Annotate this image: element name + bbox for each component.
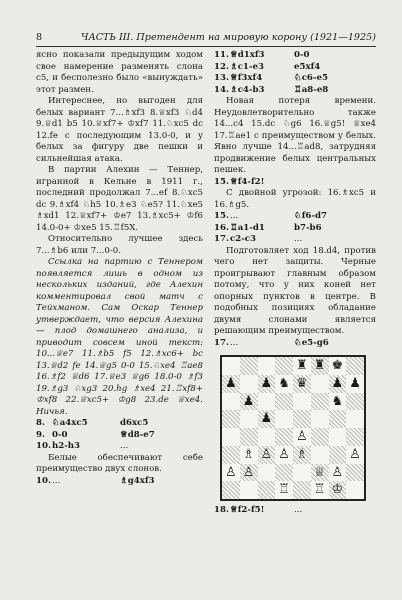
chess-piece: ♗ [296, 446, 308, 462]
board-square [311, 410, 329, 428]
board-square [329, 464, 347, 482]
board-square [258, 481, 276, 499]
move-line [36, 430, 203, 442]
board-square [240, 375, 258, 393]
board-square [329, 357, 347, 375]
chess-piece: ♟ [331, 375, 344, 391]
move-number: 16. [214, 222, 229, 233]
board-square [293, 481, 311, 499]
black-move: ♘f6-d7 [294, 211, 327, 221]
board-square [311, 375, 329, 393]
board-square [258, 428, 276, 446]
move-number: 17. [214, 234, 229, 244]
chess-diagram [220, 355, 366, 501]
move-number: 15. [214, 211, 229, 221]
move-line [36, 476, 203, 488]
move-line [214, 177, 376, 189]
right-column [214, 50, 376, 517]
chess-piece: ♟ [225, 375, 237, 391]
board-square [293, 410, 311, 428]
board-square [240, 428, 258, 446]
move-number: 9. [36, 429, 45, 440]
board-square [346, 375, 364, 393]
chess-piece: ♞ [331, 393, 344, 409]
white-move: ♕f4-f2! [230, 176, 265, 187]
move-number: 15. [214, 176, 229, 187]
board-square [240, 410, 258, 428]
board-square [258, 375, 276, 393]
board-square [311, 446, 329, 464]
move-number: 8. [36, 418, 45, 428]
black-move: e5xf4 [294, 61, 321, 72]
white-move: h2-h3 [52, 441, 81, 451]
board-square [346, 481, 364, 499]
board-square [329, 446, 347, 464]
board-square [240, 357, 258, 375]
board-square [346, 393, 364, 411]
board-square [240, 481, 258, 499]
chess-piece: ♙ [331, 464, 344, 480]
board-square [293, 446, 311, 464]
left-column [36, 50, 203, 487]
chess-piece: ♙ [349, 446, 361, 462]
move-line [214, 62, 376, 74]
chess-piece: ♟ [349, 375, 361, 391]
move-line [214, 505, 376, 517]
move-number: 12. [214, 61, 229, 72]
board-square [311, 464, 329, 482]
paragraph: Интереснее, но выгоден для белых вариант 7...♗xf3 8.♕xf3 ♘d4 9.♕d1 b5 10.♕xf7+ ♔xf7 11.♘xc5 dc 12.fe с последующим 13.0-0, и у белых за фигуру две пешки и сильнейшая атака. [36, 96, 203, 164]
chess-piece: ♙ [242, 464, 255, 480]
board-square [293, 393, 311, 411]
board-square [222, 428, 240, 446]
board-square [258, 357, 276, 375]
move-line [214, 338, 376, 350]
board-square [346, 410, 364, 428]
board-square [222, 410, 240, 428]
chess-piece: ♕ [313, 464, 326, 480]
white-move: ... [230, 211, 239, 221]
board-square [275, 375, 293, 393]
chess-piece: ♖ [313, 482, 326, 498]
board-square [329, 428, 347, 446]
board-square [222, 375, 240, 393]
board-square [311, 357, 329, 375]
paragraph: Относительно лучшее здесь 7...♗b6 или 7...0-0. [36, 234, 203, 256]
chess-piece: ♟ [242, 393, 255, 409]
black-move: ♗g4xf3 [120, 475, 155, 486]
move-number: 18. [214, 505, 229, 515]
board-square [222, 357, 240, 375]
board-square [311, 428, 329, 446]
black-move: ♘e5-g6 [294, 337, 329, 348]
black-move: b7-b6 [294, 222, 322, 233]
black-move: ... [120, 441, 129, 451]
header-rule [36, 46, 376, 47]
board-square [311, 393, 329, 411]
move-number: 17. [214, 337, 229, 348]
board-square [329, 410, 347, 428]
move-number: 13. [214, 73, 229, 83]
board-square [275, 357, 293, 375]
move-line [214, 85, 376, 97]
board-square [275, 446, 293, 464]
white-move: ♕f3xf4 [230, 73, 263, 83]
board-square [258, 446, 276, 464]
page-number: 8 [36, 32, 43, 43]
black-move: ♘c6-e5 [294, 73, 328, 83]
black-move: ♕d8-e7 [120, 429, 155, 440]
black-move: d6xc5 [120, 418, 149, 428]
black-move: ♖a8-e8 [294, 84, 329, 95]
board-square [293, 357, 311, 375]
board-square [240, 393, 258, 411]
move-line [36, 418, 203, 430]
chess-piece: ♚ [331, 358, 344, 373]
white-move: ♗c1-e3 [230, 61, 264, 72]
board-square [275, 393, 293, 411]
board-square [329, 393, 347, 411]
paragraph: Подготовляет ход 18.d4, против чего нет защиты. Черные проигрывают главным образом потому, что у них коней нет опорных пунктов в центре. В подобных позициях обладание двумя слонами является решающим преимуществом. [214, 245, 376, 336]
chess-piece: ♛ [296, 375, 308, 391]
board-square [346, 428, 364, 446]
board-square [346, 464, 364, 482]
move-line [214, 223, 376, 235]
chess-piece: ♜ [296, 358, 308, 373]
board-square [275, 410, 293, 428]
black-move: ... [294, 234, 303, 244]
paragraph: С двойной угрозой: 16.♗xc5 и 16.♗g5. [214, 188, 376, 210]
board-square [258, 410, 276, 428]
move-line [214, 211, 376, 223]
board-square [293, 464, 311, 482]
board-square [222, 481, 240, 499]
move-line [214, 50, 376, 62]
board-square [258, 464, 276, 482]
chess-piece: ♖ [278, 482, 290, 498]
chess-piece: ♞ [278, 375, 290, 391]
board-square [275, 428, 293, 446]
board-square [346, 446, 364, 464]
chess-piece: ♗ [242, 446, 255, 462]
chess-piece: ♙ [278, 446, 290, 462]
chess-piece: ♙ [225, 464, 237, 480]
white-move: ... [52, 475, 61, 486]
move-number: 10. [36, 441, 51, 451]
white-move: ... [230, 337, 239, 348]
board-square [329, 481, 347, 499]
board-square [222, 393, 240, 411]
board-square [275, 464, 293, 482]
white-move: ♖a1-d1 [230, 222, 265, 233]
chess-piece: ♔ [331, 482, 344, 498]
white-move: ♕d1xf3 [230, 50, 265, 60]
board-square [222, 464, 240, 482]
chess-piece: ♟ [260, 375, 273, 391]
move-number: 10. [36, 475, 51, 486]
paragraph: В партии Алехин — Теннер, игранной в Кельне в 1911 г., последний продолжал 7...ef 8.♘xc5 dc 9.♗xf4 ♘h5 10.♗e3 ♘e5? 11.♘xe5 ♗xd1 12.♕xf7+ ♔e7 13.♗xc5+ ♔f6 14.0-0+ ♔xe5 15.♖f5X. [36, 165, 203, 233]
white-move: 0-0 [52, 429, 68, 440]
white-move: c2-c3 [230, 234, 256, 244]
paragraph: ясно показали предыдущим ходом свое намерение разменять слона c5, и бесполезно было «вынуждать» этот размен. [36, 50, 203, 95]
move-line [214, 234, 376, 246]
board-square [293, 428, 311, 446]
board-square [222, 446, 240, 464]
black-move: 0-0 [294, 50, 310, 60]
commentary-paragraph: Ссылка на партию с Теннером появляется лишь в одном из нескольких изданий, где Алехин комментировал свой матч с Тейхманом. Сам Оскар Теннер утверждает, что версия Алехина — плод домашнего анализа, и приводит совсем иной текст: 10...♕e7 11.♗b5 f5 12.♗xc6+ bc 13.♕d2 fe 14.♕g5 0-0 15.♘xe4 ♖ae8 16.♗f2 ♕d6 17.♕e3 ♕g6 18.0-0 ♗f3 19.♗g3 ♘xg3 20.hg ♗xe4 21.♖xf8+ ♔xf8 22.♕xc5+ ♔g8 23.de ♕xe4. Ничья. [36, 257, 203, 417]
white-move: ♗c4-b3 [230, 84, 265, 95]
move-line [36, 441, 203, 453]
move-number: 14. [214, 84, 229, 95]
board-square [346, 357, 364, 375]
chess-piece: ♙ [296, 429, 308, 444]
board-square [240, 464, 258, 482]
paragraph: Белые обеспечивают себе преимущество двух слонов. [36, 452, 203, 474]
chess-piece: ♙ [260, 446, 273, 462]
white-move: ♕f2-f5! [230, 505, 265, 515]
chess-piece: ♜ [313, 358, 326, 373]
chapter-title: ЧАСТЬ III. Претендент на мировую корону (1921—1925) [81, 32, 376, 43]
board-square [311, 481, 329, 499]
move-number: 11. [214, 50, 229, 60]
board-square [275, 481, 293, 499]
chess-piece: ♟ [260, 411, 273, 427]
board-square [240, 446, 258, 464]
board-square [329, 375, 347, 393]
white-move: ♘a4xc5 [52, 418, 88, 428]
move-line [214, 73, 376, 85]
paragraph: Новая потеря времени. Неудовлетворительно также 14...c4 15.dc ♘g6 16.♕g5! ♕xe4 17.♖ae1 с преимуществом у белых. Явно лучше 14...♖ad8, затрудняя продвижение белых центральных пешек. [214, 96, 376, 175]
board-square [293, 375, 311, 393]
black-move: ... [294, 505, 303, 515]
board-square [258, 393, 276, 411]
